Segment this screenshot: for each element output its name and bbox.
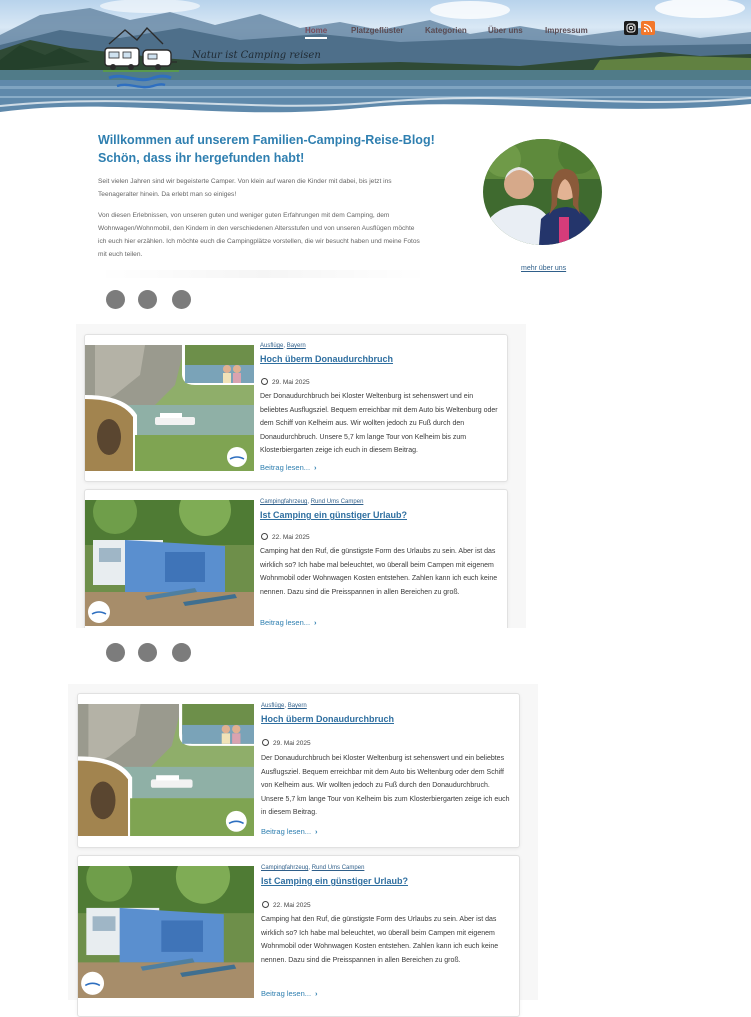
header-banner: [0, 0, 751, 125]
read-more-label: Beitrag lesen...: [260, 618, 311, 627]
post-title[interactable]: Hoch überm Donaudurchbruch: [260, 354, 394, 364]
post-categories: [261, 865, 364, 871]
category-link[interactable]: Campingfahrzeug: [260, 499, 308, 505]
slider-dot[interactable]: [138, 643, 157, 662]
post-excerpt: Der Donaudurchbruch bei Kloster Weltenburg ist sehenswert und ein beliebtes Ausflugsziel. Bequem erreichbar mit dem Auto bis Weltenburg oder dem Schiff von Kelheim aus. Wir wollten jedoch zu Fuß durch den Donaudurchbruch. Unsere 5,7 km lange Tour von Kelheim bis zum Klosterbiergarten zeige ich euch in diesem Beitrag.: [261, 755, 510, 816]
post-title[interactable]: Hoch überm Donaudurchbruch: [261, 714, 395, 724]
post-excerpt: Camping hat den Ruf, die günstigste Form des Urlaubs zu sein. Aber ist das wirklich so? Ich habe mal beleuchtet, wo überall beim Campen mit eigenem Wohnmobil oder Wohnwagen Kosten entstehen. Zahlen kann ich euch keine nennen. Dazu sind die Preisspannen in allen Bereichen zu groß.: [260, 548, 498, 596]
category-separator: ,: [308, 865, 312, 871]
nav-impressum[interactable]: Impressum: [545, 26, 588, 35]
section-separator: [0, 628, 751, 642]
category-link[interactable]: Bayern: [287, 703, 307, 709]
post-date-text: 29. Mai 2025: [272, 379, 310, 386]
rss-icon[interactable]: [641, 21, 655, 35]
clock-icon: [262, 901, 269, 908]
slider-dot[interactable]: [138, 290, 157, 309]
nav-kategorien[interactable]: Kategorien: [425, 26, 467, 35]
post-date: [261, 378, 310, 386]
slider-dot[interactable]: [172, 290, 191, 309]
post-title[interactable]: Ist Camping ein günstiger Urlaub?: [261, 876, 409, 886]
intro-divider: [98, 270, 428, 278]
read-more-link[interactable]: [261, 989, 318, 998]
post-categories: [260, 343, 306, 349]
chevron-right-icon: ›: [314, 618, 317, 627]
instagram-icon[interactable]: [624, 21, 638, 35]
intro-paragraph-1: Seit vielen Jahren sind wir begeisterte Camper. Von klein auf waren die Kinder mit dabei, bis jetzt ins Teenageralter hinein. Da erlebt man so einiges!: [98, 178, 392, 198]
post-date-text: 29. Mai 2025: [273, 740, 311, 747]
category-link[interactable]: Campingfahrzeug: [261, 865, 309, 871]
read-more-link[interactable]: [260, 463, 317, 472]
post-categories: [260, 499, 363, 505]
chevron-right-icon: ›: [314, 463, 317, 472]
read-more-label: Beitrag lesen...: [261, 989, 312, 998]
authors-portrait: [483, 139, 602, 245]
category-link[interactable]: Ausflüge: [260, 343, 284, 349]
category-link[interactable]: Rund Ums Campen: [311, 865, 365, 871]
category-separator: ,: [307, 499, 311, 505]
post-title[interactable]: Ist Camping ein günstiger Urlaub?: [260, 510, 408, 520]
post-thumbnail-camping-urlaub[interactable]: [85, 500, 254, 626]
post-thumbnail-donaudurchbruch[interactable]: [78, 704, 254, 836]
post-thumbnail-camping-urlaub[interactable]: [78, 866, 254, 998]
post-date: [261, 533, 310, 541]
slider-dot[interactable]: [172, 643, 191, 662]
category-link[interactable]: Bayern: [286, 343, 306, 349]
read-more-link[interactable]: [261, 827, 318, 836]
nav-home[interactable]: Home: [305, 26, 328, 35]
category-separator: ,: [283, 343, 287, 349]
nav-platzgefluester[interactable]: Platzgeflüster: [351, 26, 404, 35]
clock-icon: [262, 739, 269, 746]
slider-dot[interactable]: [106, 290, 125, 309]
category-link[interactable]: Ausflüge: [261, 703, 285, 709]
site-logo[interactable]: [103, 26, 303, 98]
category-link[interactable]: Rund Ums Campen: [310, 499, 364, 505]
post-excerpt: Camping hat den Ruf, die günstigste Form des Urlaubs zu sein. Aber ist das wirklich so? Ich habe mal beleuchtet, wo überall beim Campen mit eigenem Wohnmobil oder Wohnwagen Kosten entstehen. Zahlen kann ich euch keine nennen. Dazu sind die Preisspannen in allen Bereichen zu groß.: [261, 916, 499, 964]
read-more-link[interactable]: [260, 618, 317, 627]
post-categories: [261, 703, 307, 709]
nav-ueber-uns[interactable]: Über uns: [488, 26, 523, 35]
welcome-title: Willkommen auf unserem Familien-Camping-Reise-Blog! Schön, dass ihr hergefunden habt!: [98, 133, 435, 165]
about-us-link[interactable]: mehr über uns: [521, 265, 567, 272]
post-date: [262, 739, 311, 747]
slider-dot[interactable]: [106, 643, 125, 662]
post-thumbnail-donaudurchbruch[interactable]: [85, 345, 254, 471]
clock-icon: [261, 533, 268, 540]
intro-paragraph-2: Von diesen Erlebnissen, von unseren guten und weniger guten Erfahrungen mit dem Camping, dem Wohnwagen/Wohnmobil, den Kindern in den verschiedenen Altersstufen und von unseren Ausflügen möchte ich euch hier erzählen. Ich möchte euch die Campingplätze vorstellen, die wir besucht haben und meine Fotos mit euch teilen.: [98, 212, 420, 258]
post-date-text: 22. Mai 2025: [272, 534, 310, 541]
post-date: [262, 901, 311, 909]
logo-text: Natur ist Camping reisen: [192, 50, 321, 61]
read-more-label: Beitrag lesen...: [261, 827, 312, 836]
chevron-right-icon: ›: [315, 827, 318, 836]
read-more-label: Beitrag lesen...: [260, 463, 311, 472]
chevron-right-icon: ›: [315, 989, 318, 998]
post-excerpt: Der Donaudurchbruch bei Kloster Weltenburg ist sehenswert und ein beliebtes Ausflugsziel. Bequem erreichbar mit dem Auto bis Weltenburg oder dem Schiff von Kelheim aus. Wir wollten jedoch zu Fuß durch den Donaudurchbruch. Unsere 5,7 km lange Tour von Kelheim bis zum Klosterbiergarten zeige ich euch in diesem Beitrag.: [260, 393, 498, 454]
category-separator: ,: [284, 703, 288, 709]
clock-icon: [261, 378, 268, 385]
post-date-text: 22. Mai 2025: [273, 902, 311, 909]
